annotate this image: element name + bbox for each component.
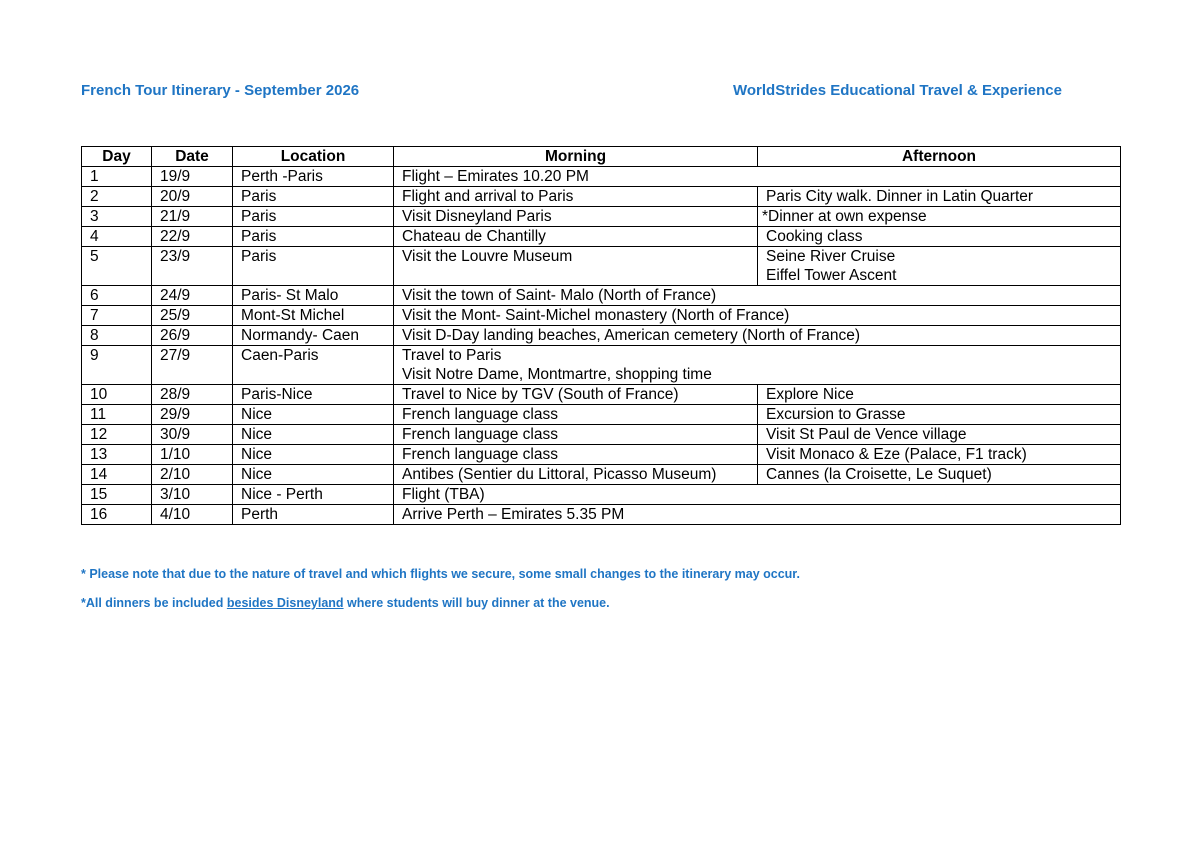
day-cell: 13 <box>82 445 152 465</box>
date-cell: 28/9 <box>152 385 233 405</box>
table-row <box>82 485 1121 505</box>
activity-cell: Visit the Mont- Saint-Michel monastery (North of France) <box>394 306 1121 326</box>
itinerary-title: French Tour Itinerary - September 2026 <box>81 82 360 99</box>
date-cell: 21/9 <box>152 207 233 227</box>
table-row <box>82 187 1121 207</box>
table-row <box>82 306 1121 326</box>
besides-disneyland-link[interactable]: besides Disneyland <box>226 596 344 610</box>
dinner-note <box>81 595 800 611</box>
day-cell: 11 <box>82 405 152 425</box>
afternoon-cell: Visit St Paul de Vence village <box>758 425 1121 445</box>
location-cell: Paris- St Malo <box>233 286 394 306</box>
activity-cell <box>394 346 1121 385</box>
day-cell: 1 <box>82 167 152 187</box>
location-cell: Paris <box>233 247 394 286</box>
activity-cell: Flight – Emirates 10.20 PM <box>394 167 1121 187</box>
afternoon-cell: *Dinner at own expense <box>758 207 1121 227</box>
location-cell: Nice <box>233 405 394 425</box>
location-cell: Mont-St Michel <box>233 306 394 326</box>
afternoon-cell: Excursion to Grasse <box>758 405 1121 425</box>
day-cell: 3 <box>82 207 152 227</box>
activity-cell: Flight (TBA) <box>394 485 1121 505</box>
location-cell: Nice <box>233 465 394 485</box>
date-cell: 24/9 <box>152 286 233 306</box>
location-cell: Perth -Paris <box>233 167 394 187</box>
table-header-row <box>82 147 1121 167</box>
date-cell: 1/10 <box>152 445 233 465</box>
location-cell: Paris-Nice <box>233 385 394 405</box>
table-row <box>82 286 1121 306</box>
table-row <box>82 505 1121 525</box>
day-cell: 15 <box>82 485 152 505</box>
morning-cell: Visit the Louvre Museum <box>394 247 758 286</box>
date-cell: 20/9 <box>152 187 233 207</box>
day-cell: 7 <box>82 306 152 326</box>
date-cell: 19/9 <box>152 167 233 187</box>
table-row <box>82 247 1121 286</box>
date-cell: 27/9 <box>152 346 233 385</box>
date-cell: 22/9 <box>152 227 233 247</box>
location-cell: Paris <box>233 207 394 227</box>
date-cell: 4/10 <box>152 505 233 525</box>
afternoon-line: Seine River Cruise <box>766 248 896 265</box>
morning-cell: Flight and arrival to Paris <box>394 187 758 207</box>
table-row <box>82 405 1121 425</box>
location-cell: Nice <box>233 425 394 445</box>
column-header-date: Date <box>152 147 233 167</box>
column-header-location: Location <box>233 147 394 167</box>
activity-cell: Visit D-Day landing beaches, American cemetery (North of France) <box>394 326 1121 346</box>
location-cell: Normandy- Caen <box>233 326 394 346</box>
day-cell: 16 <box>82 505 152 525</box>
day-cell: 10 <box>82 385 152 405</box>
afternoon-cell: Cannes (la Croisette, Le Suquet) <box>758 465 1121 485</box>
morning-cell: Antibes (Sentier du Littoral, Picasso Museum) <box>394 465 758 485</box>
activity-cell: Arrive Perth – Emirates 5.35 PM <box>394 505 1121 525</box>
date-cell: 3/10 <box>152 485 233 505</box>
location-cell: Nice <box>233 445 394 465</box>
date-cell: 2/10 <box>152 465 233 485</box>
location-cell: Paris <box>233 227 394 247</box>
dinner-note-text: *All dinners be included <box>81 596 227 610</box>
date-cell: 25/9 <box>152 306 233 326</box>
morning-cell: French language class <box>394 445 758 465</box>
company-name: WorldStrides Educational Travel & Experience <box>733 82 1062 99</box>
itinerary-table <box>81 146 1121 525</box>
day-cell: 6 <box>82 286 152 306</box>
afternoon-cell <box>758 247 1121 286</box>
day-cell: 12 <box>82 425 152 445</box>
day-cell: 2 <box>82 187 152 207</box>
column-header-day: Day <box>82 147 152 167</box>
morning-cell: French language class <box>394 425 758 445</box>
location-cell: Caen-Paris <box>233 346 394 385</box>
table-row <box>82 207 1121 227</box>
table-row <box>82 425 1121 445</box>
table-row <box>82 346 1121 385</box>
table-row <box>82 167 1121 187</box>
morning-cell: Travel to Nice by TGV (South of France) <box>394 385 758 405</box>
location-cell: Nice - Perth <box>233 485 394 505</box>
activity-cell: Visit the town of Saint- Malo (North of France) <box>394 286 1121 306</box>
column-header-afternoon: Afternoon <box>758 147 1121 167</box>
afternoon-cell: Visit Monaco & Eze (Palace, F1 track) <box>758 445 1121 465</box>
activity-line: Visit Notre Dame, Montmartre, shopping time <box>402 366 712 383</box>
table-row <box>82 385 1121 405</box>
day-cell: 8 <box>82 326 152 346</box>
dinner-note-text: where students will buy dinner at the venue. <box>343 596 610 610</box>
morning-cell: Visit Disneyland Paris <box>394 207 758 227</box>
column-header-morning: Morning <box>394 147 758 167</box>
morning-cell: French language class <box>394 405 758 425</box>
afternoon-cell: Cooking class <box>758 227 1121 247</box>
date-cell: 26/9 <box>152 326 233 346</box>
date-cell: 30/9 <box>152 425 233 445</box>
table-row <box>82 227 1121 247</box>
afternoon-cell: Explore Nice <box>758 385 1121 405</box>
day-cell: 5 <box>82 247 152 286</box>
afternoon-cell: Paris City walk. Dinner in Latin Quarter <box>758 187 1121 207</box>
day-cell: 4 <box>82 227 152 247</box>
day-cell: 9 <box>82 346 152 385</box>
afternoon-line: Eiffel Tower Ascent <box>766 267 897 284</box>
itinerary-change-note: * Please note that due to the nature of travel and which flights we secure, some small changes to the itinerary may occur. <box>81 567 800 581</box>
table-row <box>82 326 1121 346</box>
location-cell: Paris <box>233 187 394 207</box>
day-cell: 14 <box>82 465 152 485</box>
location-cell: Perth <box>233 505 394 525</box>
activity-line: Travel to Paris <box>402 347 502 364</box>
document-header <box>81 82 1061 99</box>
date-cell: 29/9 <box>152 405 233 425</box>
morning-cell: Chateau de Chantilly <box>394 227 758 247</box>
notes-section <box>81 566 800 624</box>
date-cell: 23/9 <box>152 247 233 286</box>
table-row <box>82 445 1121 465</box>
table-row <box>82 465 1121 485</box>
